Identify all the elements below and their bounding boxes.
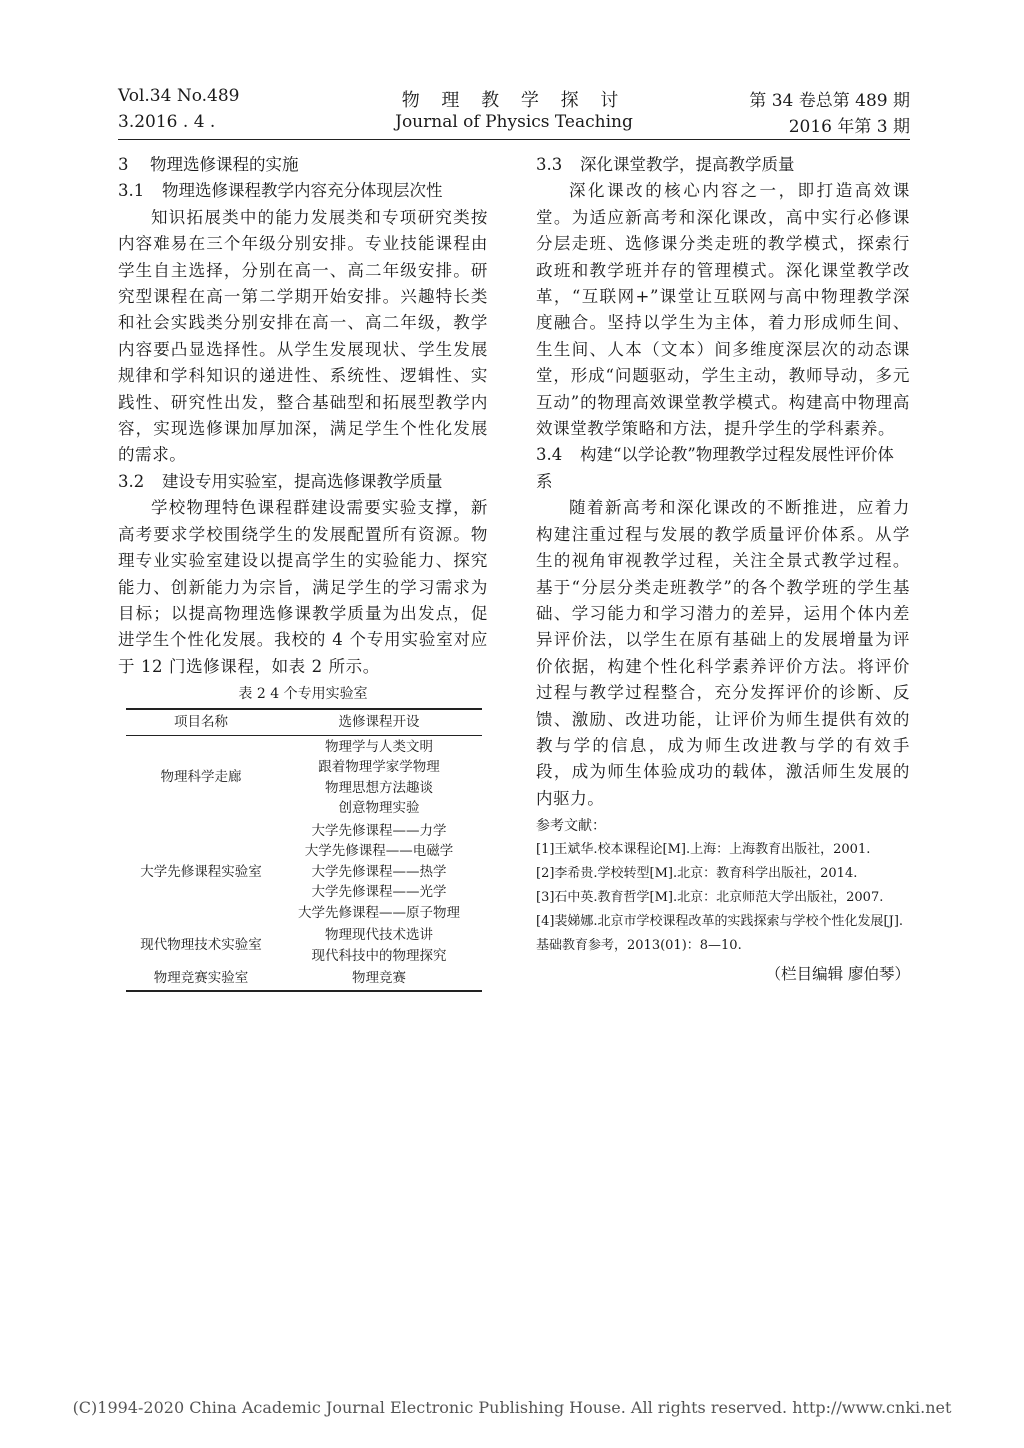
section-3-1-paragraph: 知识拓展类中的能力发展类和专项研究类按内容难易在三个年级分别安排。专业技能课程由学生自主选择，分别在高一、高二年级安排。研究型课程在高一第二学期开始安排。兴趣特长类和社会实践类分别安排在高一、高二年级，教学内容要凸显选择性。从学生发展现状、学生发展规律和学科知识的递进性、系统性、逻辑性、实践性、研究性出发，整合基础型和拓展型教学内容，实现选修课加厚加深，满足学生个性化发展的需求。: [118, 207, 488, 465]
course-item: 大学先修课程——光学: [311, 884, 447, 901]
lab-courses: [276, 967, 482, 991]
reference-item: [4]裴娣娜.北京市学校课程改革的实践探索与学校个性化发展[J].基础教育参考，2013(01)：8—10.: [536, 914, 904, 954]
course-item: 物理思想方法趣谈: [325, 779, 433, 796]
section-3-4-heading: 3.4 构建“以学论教”物理教学过程发展性评价体系: [536, 445, 894, 491]
lab-name: 物理科学走廊: [160, 769, 242, 786]
journal-title-cn: 物 理 教 学 探 讨: [401, 90, 627, 111]
lab-name: 物理竞赛实验室: [126, 967, 276, 991]
lab-name: 大学先修课程实验室: [140, 863, 262, 880]
course-item: 大学先修课程——原子物理: [298, 904, 460, 921]
course-item: 大学先修课程——热学: [311, 863, 447, 880]
section-3-4-paragraph: 随着新高考和深化课改的不断推进，应着力构建注重过程与发展的教学质量评价体系。从学生的视角审视教学过程，关注全景式教学过程。基于“分层分类走班教学”的各个教学班的学生基础、学习能力和学习潜力的差异，运用个体内差异评价法，以学生在原有基础上的发展增量为评价依据，构建个性化科学素养评价方法。将评价过程与教学过程整合，充分发挥评价的诊断、反馈、激励、改进功能，让评价为师生提供有效的教与学的信息，成为师生改进教与学的有效手段，成为师生体验成功的载体，激活师生发展的内驱力。: [536, 498, 910, 808]
course-item: 物理竞赛: [352, 970, 406, 987]
table-header-name: 项目名称: [126, 709, 276, 735]
section-3-heading: 3 物理选修课程的实施: [118, 155, 299, 174]
table-row: [126, 820, 482, 925]
table-header-courses: 选修课程开设: [276, 709, 482, 735]
lab-name: 现代物理技术实验室: [140, 937, 262, 954]
section-3-1-heading: 3.1 物理选修课程教学内容充分体现层次性: [118, 181, 443, 201]
journal-title-en: Journal of Physics Teaching: [395, 112, 633, 132]
left-column: [118, 152, 488, 992]
volume-issue: Vol.34 No.489: [118, 86, 240, 106]
course-item: 创意物理实验: [338, 800, 420, 817]
section-3-2-heading: 3.2 建设专用实验室，提高选修课教学质量: [118, 471, 443, 491]
header-rule: [118, 139, 910, 140]
table-2: [126, 708, 482, 992]
lab-courses: [276, 924, 482, 967]
lab-courses: [276, 820, 482, 925]
course-item: 大学先修课程——力学: [311, 822, 447, 839]
date-page: 3.2016 . 4 .: [118, 112, 216, 132]
section-3-2-paragraph: 学校物理特色课程群建设需要实验支撑，新高考要求学校围绕学生的发展配置所有资源。物理专业实验室建设以提高学生的实验能力、探究能力、创新能力为宗旨，满足学生的学习需求为目标；以提高物理选修课教学质量为出发点，促进学生个性化发展。我校的 4 个专用实验室对应于 12 门选修课程，如表 2 所示。: [118, 498, 488, 676]
course-item: 物理学与人类文明: [325, 738, 433, 755]
lab-courses: [276, 735, 482, 820]
table-row: [126, 735, 482, 820]
course-item: 物理现代技术选讲: [325, 927, 433, 944]
section-3-3-heading: 3.3 深化课堂教学，提高教学质量: [536, 155, 795, 174]
course-item: 现代科技中的物理探究: [311, 947, 447, 964]
reference-item: [3]石中英.教育哲学[M].北京：北京师范大学出版社，2007.: [536, 890, 884, 906]
section-3-3-paragraph: 深化课改的核心内容之一，即打造高效课堂。为适应新高考和深化课改，高中实行必修课分层走班、选修课分类走班的教学模式，探索行政班和教学班并存的管理模式。深化课堂教学改革，“互联网+”课堂让互联网与高中物理教学深度融合。坚持以学生为主体，着力形成师生间、生生间、人本（文本）间多维度深层次的动态课堂，形成“问题驱动，学生主动，教师导动，多元互动”的物理高效课堂教学模式。构建高中物理高效课堂教学策略和方法，提升学生的学科素养。: [536, 181, 910, 439]
reference-item: [1]王斌华.校本课程论[M].上海：上海教育出版社，2001.: [536, 842, 871, 858]
year-issue-cn: 2016 年第 3 期: [788, 117, 910, 137]
table-2-caption: 表 2 4 个专用实验室: [238, 686, 368, 703]
volume-issue-cn: 第 34 卷总第 489 期: [749, 91, 910, 111]
table-row: [126, 967, 482, 991]
right-column: [536, 152, 910, 988]
table-row: [126, 924, 482, 967]
course-item: 跟着物理学家学物理: [318, 759, 440, 776]
running-header: [118, 86, 910, 138]
references-title: 参考文献：: [536, 818, 606, 835]
course-item: 大学先修课程——电磁学: [304, 843, 454, 860]
reference-item: [2]李希贵.学校转型[M].北京：教育科学出版社，2014.: [536, 866, 858, 882]
copyright-footer: (C)1994-2020 China Academic Journal Electronic Publishing House. All rights reserved. http://www.cnki.net: [72, 1398, 952, 1417]
column-editor: （栏目编辑 廖伯琴）: [765, 965, 910, 984]
